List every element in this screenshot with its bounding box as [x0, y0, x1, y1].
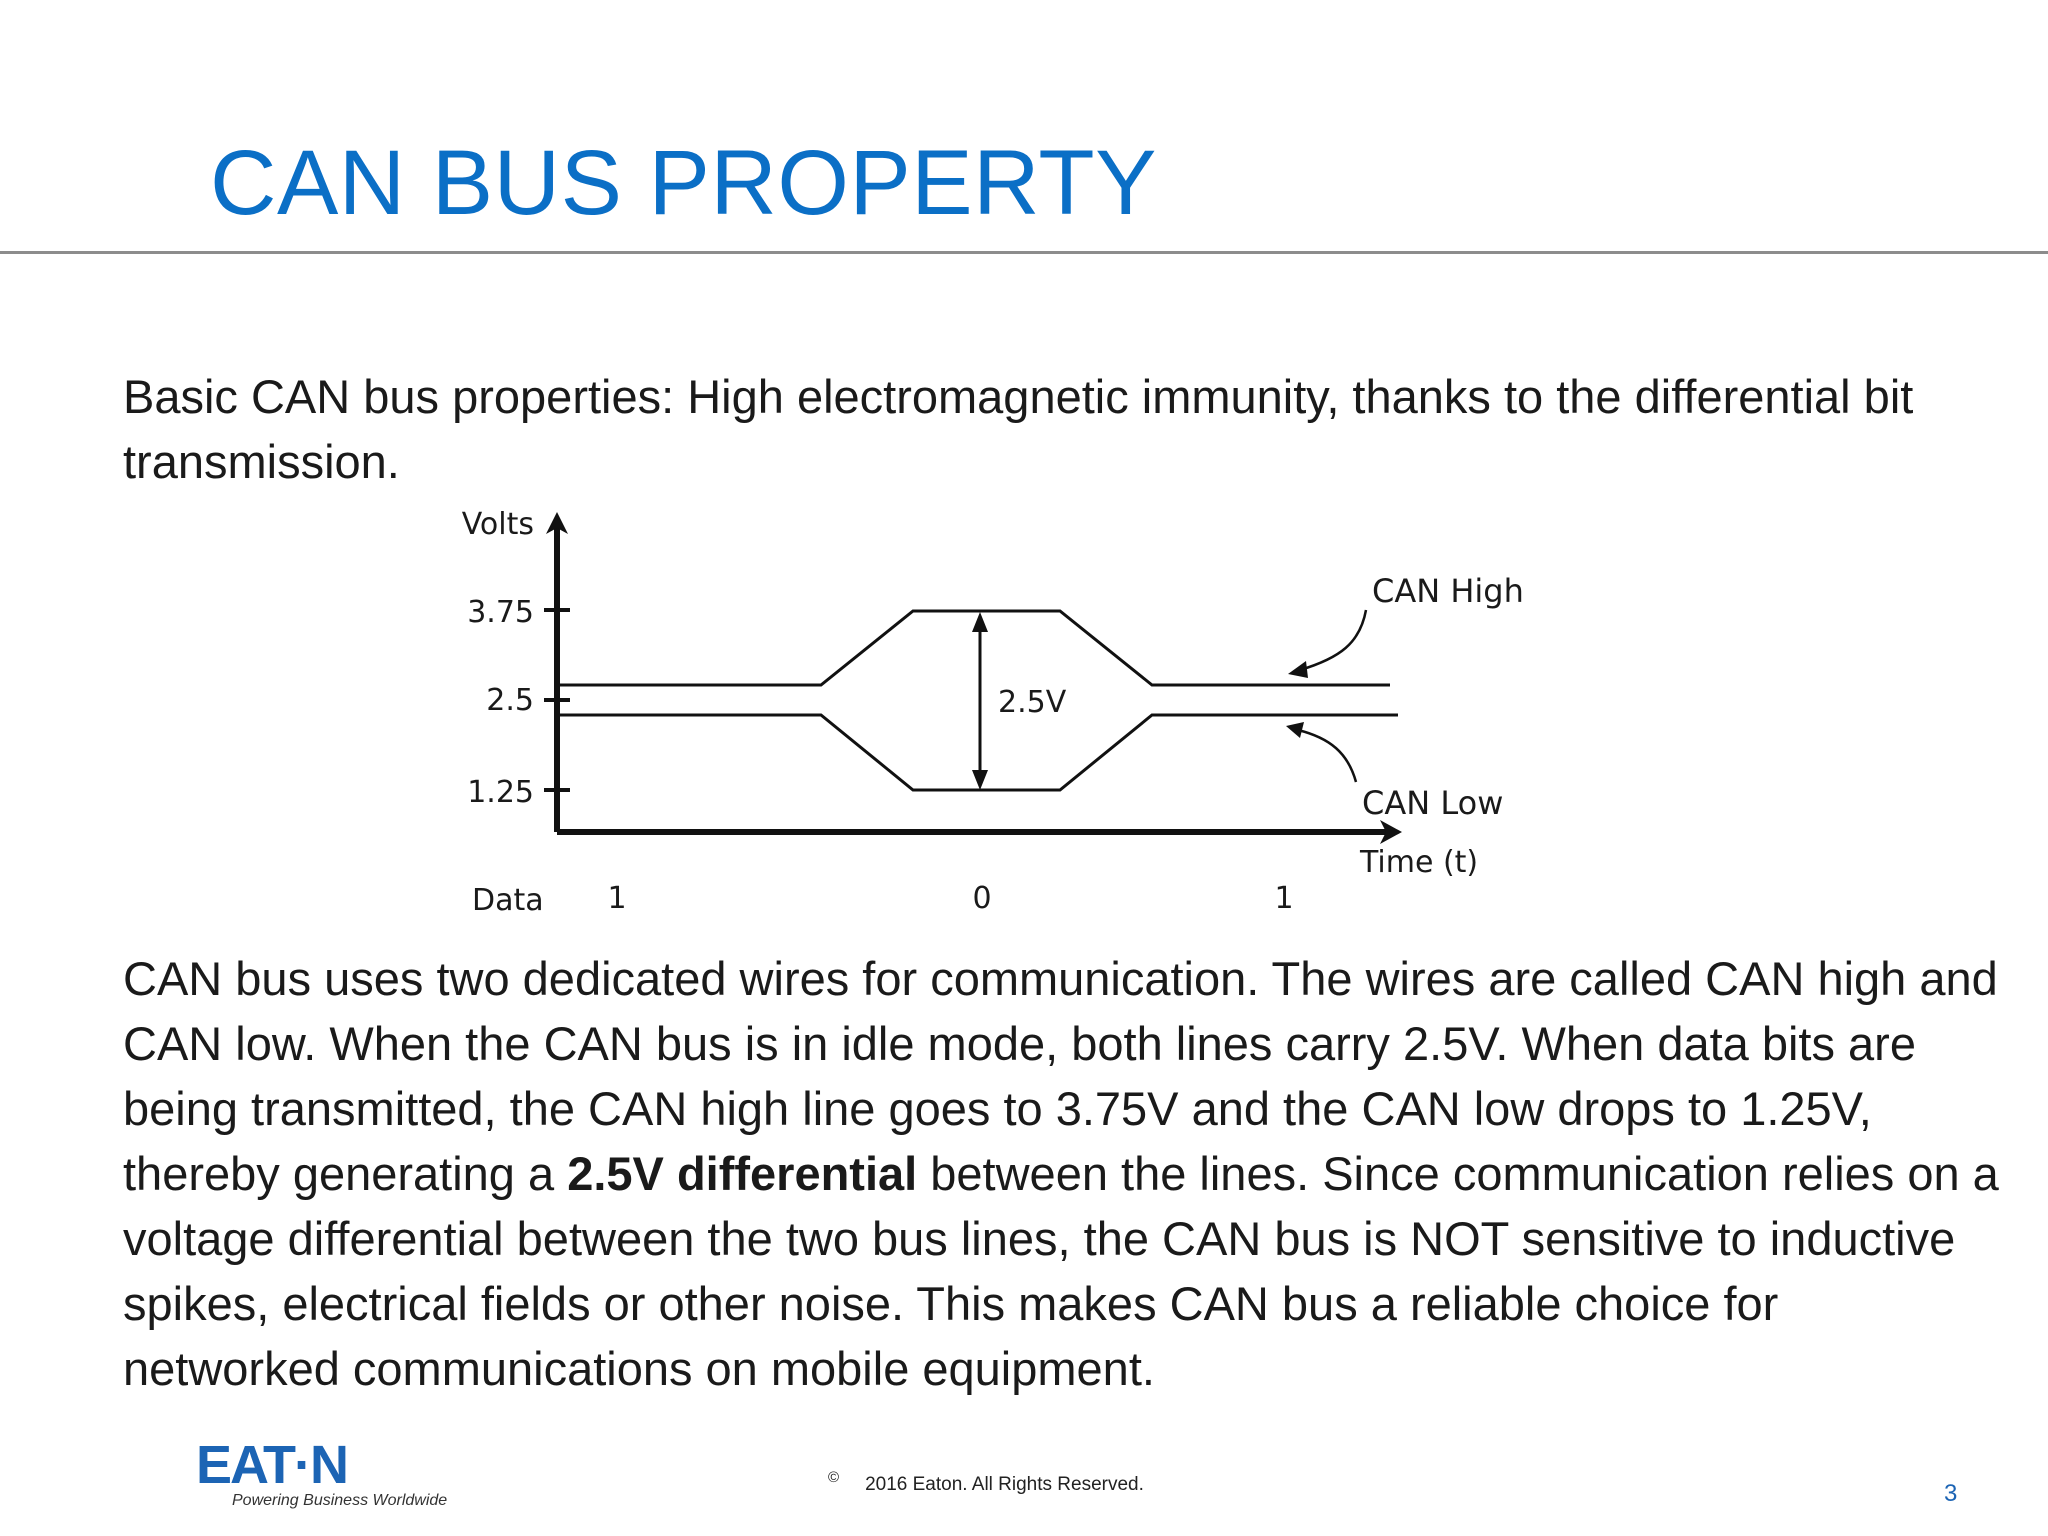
differential-arrowhead-bottom: [972, 770, 988, 790]
can-high-label: CAN High: [1372, 572, 1524, 610]
copyright-notice: [828, 1469, 1144, 1496]
body-paragraph: [123, 946, 2003, 1401]
title-divider: [0, 251, 2048, 254]
intro-paragraph: Basic CAN bus properties: High electromagnetic immunity, thanks to the differential bit transmission.: [123, 370, 1914, 488]
can-low-label: CAN Low: [1362, 784, 1504, 822]
can-high-callout: [1300, 610, 1366, 670]
can-low-callout: [1298, 730, 1356, 782]
can-bus-voltage-diagram: [430, 498, 1570, 938]
can-high-callout-arrowhead: [1288, 661, 1308, 678]
y-axis-label: Volts: [461, 507, 534, 542]
eaton-logo-tagline: Powering Business Worldwide: [232, 1492, 448, 1509]
data-bit-3: 1: [1274, 881, 1294, 916]
data-bit-2: 0: [972, 881, 992, 916]
can-low-callout-arrowhead: [1286, 722, 1304, 738]
tick-label-3-75: 3.75: [467, 595, 534, 630]
body-text-part-2: between the lines. Since communication relies on a voltage differential between the two bus lines, the CAN bus is NOT sensitive to inductive spikes, electrical fields or other noise. This makes CAN bus a reliable choice for networked communications on mobile equipment.: [123, 1147, 1999, 1395]
tick-label-2-5: 2.5: [486, 683, 534, 718]
data-bit-1: 1: [607, 881, 627, 916]
eaton-logo-wordmark: EAT·N: [196, 1435, 347, 1495]
copyright-text: 2016 Eaton. All Rights Reserved.: [865, 1474, 1144, 1495]
slide-title: CAN BUS PROPERTY: [210, 132, 1157, 234]
copyright-symbol: ©: [828, 1469, 840, 1486]
body-text-part-1: CAN bus uses two dedicated wires for communication. The wires are called CAN high and CAN low. When the CAN bus is in idle mode, both lines carry 2.5V. When data bits are being transmitted, the CAN high line goes to 3.75V and the CAN low drops to 1.25V, thereby generating a: [123, 952, 1998, 1200]
differential-arrowhead-top: [972, 612, 988, 632]
can-high-line: [560, 611, 1390, 685]
body-text-bold: 2.5V differential: [567, 1147, 918, 1200]
x-axis-label: Time (t): [1360, 845, 1479, 880]
differential-label: 2.5V: [998, 685, 1067, 720]
tick-label-1-25: 1.25: [467, 775, 534, 810]
page-number: 3: [1944, 1480, 1958, 1507]
eaton-logo: [196, 1435, 448, 1514]
data-row-label: Data: [472, 883, 544, 918]
